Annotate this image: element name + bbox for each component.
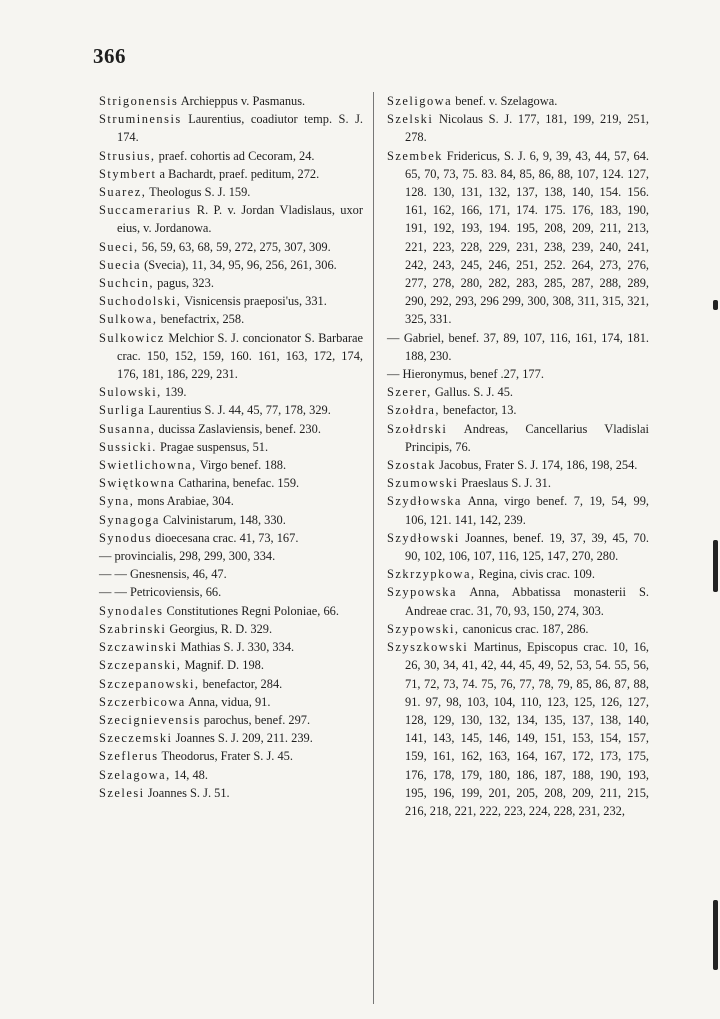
index-entry [99, 602, 363, 620]
entry-headword: Szołdrski [387, 421, 448, 436]
entry-text: (Svecia), 11, 34, 95, 96, 256, 261, 306. [141, 257, 337, 272]
index-entry [99, 711, 363, 729]
index-entry [99, 110, 363, 146]
entry-text: 14, 48. [170, 767, 208, 782]
entry-text: Joannes S. J. 209, 211. 239. [172, 731, 313, 746]
entry-text: ducissa Zaslaviensis, benef. 230. [155, 421, 321, 436]
entry-text: Catharina, benefac. 159. [175, 476, 300, 491]
entry-headword: Szembek [387, 148, 443, 163]
entry-text: Calvinistarum, 148, 330. [159, 512, 286, 527]
entry-text: — — Petricoviensis, 66. [99, 585, 222, 600]
entry-headword: Szydłowski [387, 530, 460, 545]
index-entry [99, 784, 363, 802]
index-entry [99, 620, 363, 638]
entry-headword: Suarez, [99, 185, 147, 200]
entry-text: Magnif. D. 198. [181, 658, 264, 673]
index-entry [99, 147, 363, 165]
entry-text: dioecesana crac. 41, 73, 167. [152, 530, 299, 545]
entry-headword: Swiętkowna [99, 476, 176, 491]
index-entry [99, 238, 363, 256]
entry-headword: Szeflerus [99, 749, 159, 764]
entry-headword: Surliga [99, 403, 146, 418]
entry-headword: Succamerarius [99, 203, 192, 218]
index-entry [99, 256, 363, 274]
entry-text: Melchior S. J. concionator S. Barbarae crac. 150, 152, 159, 160. 161, 163, 172, 174, 176, 181, 186, 229, 231. [117, 330, 363, 382]
index-entry [387, 474, 649, 492]
index-entry [387, 529, 649, 565]
entry-headword: Szkrzypkowa, [387, 567, 476, 582]
index-entry [99, 183, 363, 201]
index-entry [99, 511, 363, 529]
entry-headword: Syna, [99, 494, 135, 509]
entry-text: 56, 59, 63, 68, 59, 272, 275, 307, 309. [138, 239, 331, 254]
entry-text: Theologus S. J. 159. [146, 185, 251, 200]
entry-headword: Swietlichowna, [99, 458, 197, 473]
index-entry [387, 420, 649, 456]
entry-headword: Szumowski [387, 476, 459, 491]
entry-headword: Synagoga [99, 512, 160, 527]
index-entry [99, 638, 363, 656]
entry-headword: Szczepanski, [99, 658, 182, 673]
entry-text: — Hieronymus, benef .27, 177. [387, 367, 544, 382]
entry-text: a Bachardt, praef. peditum, 272. [156, 166, 320, 181]
index-column-left [99, 92, 363, 802]
index-entry [387, 365, 649, 383]
column-divider [373, 92, 374, 1004]
index-entry [99, 565, 363, 583]
entry-headword: Szczepanowski, [99, 676, 200, 691]
index-entry [99, 729, 363, 747]
entry-headword: Synodales [99, 603, 164, 618]
entry-headword: Sulkowa, [99, 312, 158, 327]
entry-text: Virgo benef. 188. [196, 458, 287, 473]
entry-text: benefactor, 13. [439, 403, 517, 418]
index-entry [387, 456, 649, 474]
index-entry [99, 583, 363, 601]
entry-headword: Susanna, [99, 421, 156, 436]
entry-headword: Struminensis [99, 112, 182, 127]
entry-headword: Suecia [99, 257, 142, 272]
index-column-right [387, 92, 649, 820]
entry-headword: Sueci, [99, 239, 139, 254]
index-entry [99, 310, 363, 328]
entry-text: praef. cohortis ad Cecoram, 24. [155, 148, 315, 163]
entry-text: Archieppus v. Pasmanus. [178, 94, 306, 108]
entry-text: Pragae suspensus, 51. [156, 439, 269, 454]
entry-headword: Strigonensis [99, 94, 179, 108]
entry-text: Anna, vidua, 91. [185, 694, 271, 709]
entry-text: Nicolaus S. J. 177, 181, 199, 219, 251, 278. [405, 112, 649, 145]
entry-headword: Szczawinski [99, 640, 178, 655]
index-entry [99, 656, 363, 674]
index-entry [99, 383, 363, 401]
entry-headword: Sussicki. [99, 439, 157, 454]
index-entry [99, 401, 363, 419]
entry-text: 139. [161, 385, 187, 400]
index-entry [99, 456, 363, 474]
index-entry [387, 565, 649, 583]
entry-headword: Suchcin, [99, 276, 155, 291]
index-entry [99, 420, 363, 438]
entry-headword: Szypowski, [387, 621, 460, 636]
entry-text: pagus, 323. [154, 276, 214, 291]
entry-headword: Szelesi [99, 785, 145, 800]
entry-text: Andreas, Cancellarius Vladislai Principis, 76. [405, 421, 649, 454]
index-entry [99, 165, 363, 183]
entry-text: benefactor, 284. [199, 676, 283, 691]
index-entry [99, 747, 363, 765]
entry-text: Joannes S. J. 51. [144, 785, 230, 800]
index-entry [99, 438, 363, 456]
entry-headword: Strusius, [99, 148, 156, 163]
entry-text: Anna, virgo benef. 7, 19, 54, 99, 106, 121. 141, 142, 239. [405, 494, 649, 527]
index-entry [387, 110, 649, 146]
index-entry [387, 147, 649, 329]
index-entry [387, 383, 649, 401]
index-entry [387, 92, 649, 110]
entry-text: Gallus. S. J. 45. [431, 385, 513, 400]
entry-text: benef. v. Szelagowa. [452, 94, 558, 108]
index-entry [99, 766, 363, 784]
entry-headword: Suchodolski, [99, 294, 182, 309]
entry-text: Anna, Abbatissa monasterii S. Andreae crac. 31, 70, 93, 150, 274, 303. [405, 585, 649, 618]
index-entry [387, 638, 649, 820]
index-entry [99, 529, 363, 547]
entry-headword: Szecignievensis [99, 712, 201, 727]
entry-text: — — Gnesnensis, 46, 47. [99, 567, 227, 582]
entry-text: Praeslaus S. J. 31. [458, 476, 551, 491]
index-entry [99, 693, 363, 711]
entry-text: — Gabriel, benef. 37, 89, 107, 116, 161, 174, 181. 188, 230. [387, 330, 649, 363]
entry-text: Fridericus, S. J. 6, 9, 39, 43, 44, 57, 64. 65, 70, 73, 75. 83. 84, 85, 86, 88, 107, 124. 127, 128. 130, 131, 132, 137, 138, 140, 154. 156. 161, 162, 166, 171, 174. 175. 176, 183, 190, 191, 192, 193, 194. 195, 208, 209, 211, 213, 221, 223, 228, 229, 231, 238, 239, 240, 241, 242, 243, 245, 246, 251, 252. 264, 273, 276, 277, 278, 280, 282, 283, 285, 287, 288, 289, 290, 292, 293, 296 299, 300, 308, 311, 315, 321, 325, 331. [405, 148, 649, 327]
entry-text: Laurentius S. J. 44, 45, 77, 178, 329. [145, 403, 331, 418]
entry-text: parochus, benef. 297. [200, 712, 311, 727]
index-entry [387, 492, 649, 528]
entry-text: benefactrix, 258. [157, 312, 245, 327]
entry-text: — provincialis, 298, 299, 300, 334. [99, 549, 276, 564]
entry-headword: Stymbert [99, 166, 157, 181]
entry-text: Georgius, R. D. 329. [166, 621, 273, 636]
entry-headword: Sulowski, [99, 385, 162, 400]
entry-text: Theodorus, Frater S. J. 45. [158, 749, 293, 764]
binding-edge-mark [713, 900, 718, 970]
index-entry [99, 201, 363, 237]
entry-text: mons Arabiae, 304. [134, 494, 234, 509]
page-number: 366 [93, 44, 126, 68]
entry-headword: Szyszkowski [387, 640, 469, 655]
entry-text: R. P. v. Jordan Vladislaus, uxor eius, v. Jordanowa. [117, 203, 363, 236]
entry-headword: Szabrinski [99, 621, 167, 636]
index-entry [387, 620, 649, 638]
entry-headword: Synodus [99, 530, 153, 545]
entry-text: Martinus, Episcopus crac. 10, 16, 26, 30, 34, 41, 42, 44, 45, 49, 52, 53, 54. 55, 56, 71, 72, 73, 74. 75, 76, 77, 78, 79, 85, 86, 87, 88, 91. 97, 98, 103, 104, 110, 123, 125, 126, 127, 128, 129, 130, 132, 134, 135, 137, 138, 140, 141, 143, 145, 146, 149, 151, 153, 154, 157, 159, 161, 162, 163, 164, 167, 172, 173, 175, 176, 178, 179, 180, 186, 187, 188, 190, 193, 195, 196, 199, 201, 205, 208, 209, 211, 215, 216, 218, 221, 222, 223, 224, 228, 231, 232, [405, 640, 649, 818]
entry-headword: Sulkowicz [99, 330, 165, 345]
index-entry [99, 292, 363, 310]
entry-headword: Szczerbicowa [99, 694, 186, 709]
entry-text: Mathias S. J. 330, 334. [177, 640, 295, 655]
index-entry [99, 547, 363, 565]
index-entry [99, 329, 363, 384]
binding-edge-mark [713, 300, 718, 310]
entry-text: Laurentius, coadiutor temp. S. J. 174. [117, 112, 363, 145]
entry-text: Regina, civis crac. 109. [475, 567, 595, 582]
entry-headword: Szostak [387, 458, 437, 473]
entry-text: canonicus crac. 187, 286. [459, 621, 589, 636]
binding-edge-mark [713, 540, 718, 592]
entry-text: Joannes, benef. 19, 37, 39, 45, 70. 90, 102, 106, 107, 116, 125, 147, 270, 280. [405, 530, 649, 564]
entry-headword: Szołdra, [387, 403, 440, 418]
entry-text: Visnicensis praeposi'us, 331. [181, 294, 327, 309]
entry-headword: Szelski [387, 112, 434, 127]
entry-text: Jacobus, Frater S. J. 174, 186, 198, 254. [436, 458, 638, 473]
index-entry [99, 274, 363, 292]
index-entry [99, 474, 363, 492]
entry-headword: Szeligowa [387, 94, 453, 108]
index-entry [99, 675, 363, 693]
entry-headword: Szypowska [387, 585, 457, 600]
entry-headword: Szeczemski [99, 731, 173, 746]
entry-headword: Szydłowska [387, 494, 462, 509]
index-entry [99, 492, 363, 510]
index-entry [387, 401, 649, 419]
entry-headword: Szerer, [387, 385, 432, 400]
index-entry [387, 329, 649, 365]
index-entry [99, 92, 363, 110]
index-entry [387, 583, 649, 619]
entry-headword: Szelagowa, [99, 767, 171, 782]
entry-text: Constitutiones Regni Poloniae, 66. [163, 603, 339, 618]
